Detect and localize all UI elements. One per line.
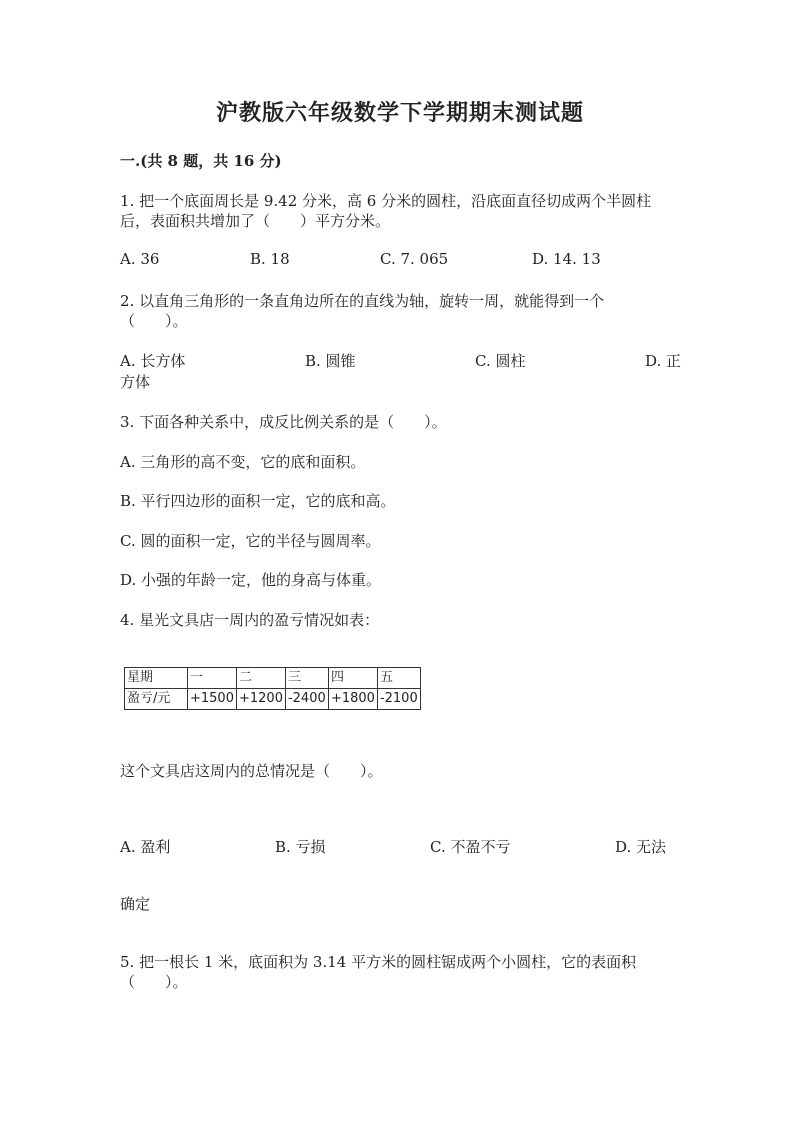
question-1-option-b: B. 18 <box>250 250 290 268</box>
table-cell: +1500 <box>188 689 237 710</box>
question-3-option-c: C. 圆的面积一定，它的半径与圆周率。 <box>120 532 381 550</box>
question-2-option-d-wrap: 方体 <box>120 373 151 391</box>
table-row <box>125 689 421 710</box>
table-cell: 盈亏/元 <box>125 689 188 710</box>
question-2-line-2: （ ）。 <box>120 312 188 330</box>
table-cell: 四 <box>328 668 377 689</box>
table-cell: +1200 <box>236 689 285 710</box>
question-3-option-a: A. 三角形的高不变，它的底和面积。 <box>120 453 366 471</box>
table-cell: 星期 <box>125 668 188 689</box>
table-cell: +1800 <box>328 689 377 710</box>
question-1-option-c: C. 7. 065 <box>380 250 449 268</box>
table-cell: -2400 <box>285 689 328 710</box>
question-2-option-d: D. 正 <box>645 352 682 370</box>
profit-table <box>124 667 421 710</box>
page-title: 沪教版六年级数学下学期期末测试题 <box>215 100 584 126</box>
question-4-option-b: B. 亏损 <box>275 838 326 856</box>
question-1-line-2: 后，表面积共增加了（ ）平方分米。 <box>120 212 391 230</box>
question-2-option-a: A. 长方体 <box>120 352 186 370</box>
question-5-line-2: （ ）。 <box>120 973 188 991</box>
question-1-option-d: D. 14. 13 <box>532 250 601 268</box>
table-cell: 二 <box>236 668 285 689</box>
table-cell: 三 <box>285 668 328 689</box>
question-2-option-c: C. 圆柱 <box>475 352 526 370</box>
question-4-option-d-wrap: 确定 <box>120 895 151 913</box>
table-header-row <box>125 668 421 689</box>
question-1-option-a: A. 36 <box>120 250 160 268</box>
question-4-option-a: A. 盈利 <box>120 838 171 856</box>
question-3-option-b: B. 平行四边形的面积一定，它的底和高。 <box>120 492 396 510</box>
question-4-option-d: D. 无法 <box>615 838 667 856</box>
question-3-option-d: D. 小强的年龄一定，他的身高与体重。 <box>120 571 382 589</box>
section-heading: 一.(共 8 题，共 16 分) <box>120 152 282 170</box>
question-5-line-1: 5. 把一根长 1 米，底面积为 3.14 平方米的圆柱锯成两个小圆柱，它的表面积 <box>120 953 637 971</box>
question-4-followup: 这个文具店这周内的总情况是（ ）。 <box>120 762 383 780</box>
table-cell: -2100 <box>377 689 420 710</box>
question-4-line-1: 4. 星光文具店一周内的盈亏情况如表： <box>120 611 380 629</box>
question-3-line-1: 3. 下面各种关系中，成反比例关系的是（ ）。 <box>120 413 447 431</box>
question-4-option-c: C. 不盈不亏 <box>430 838 511 856</box>
question-2-line-1: 2. 以直角三角形的一条直角边所在的直线为轴，旋转一周，就能得到一个 <box>120 292 605 310</box>
table-cell: 五 <box>377 668 420 689</box>
question-2-option-b: B. 圆锥 <box>305 352 356 370</box>
question-1-line-1: 1. 把一个底面周长是 9.42 分米，高 6 分米的圆柱，沿底面直径切成两个半圆柱 <box>120 192 652 210</box>
table-cell: 一 <box>188 668 237 689</box>
